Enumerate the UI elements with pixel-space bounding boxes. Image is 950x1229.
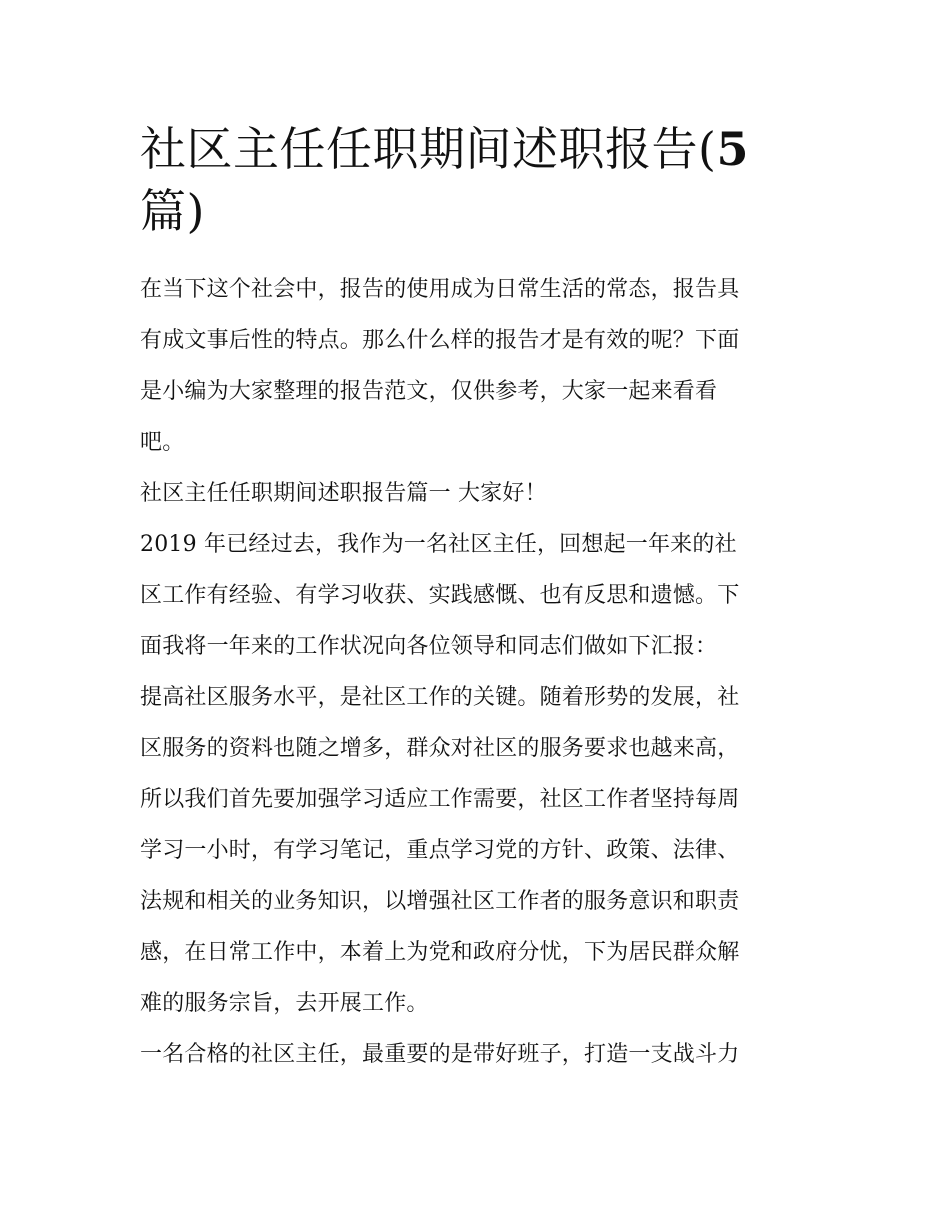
- document-content: [140, 118, 812, 1080]
- intro-line-1: 在当下这个社会中，报告的使用成为日常生活的常态，报告具: [140, 277, 740, 302]
- paragraph-2-line-3: 所以我们首先要加强学习适应工作需要，社区工作者坚持每周: [140, 787, 740, 812]
- paragraph-2-line-6: 感，在日常工作中，本着上为党和政府分忧，下为居民群众解: [140, 940, 740, 965]
- intro-line-2: 有成文事后性的特点。那么什么样的报告才是有效的呢？下面: [140, 328, 740, 353]
- paragraph-2-line-4: 学习一小时，有学习笔记，重点学习党的方针、政策、法律、: [140, 838, 740, 863]
- title-end: 篇): [140, 184, 205, 238]
- title-main: 社区主任任职期间述职报告(: [140, 122, 717, 176]
- paragraph-1-line-3: 面我将一年来的工作状况向各位领导和同志们做如下汇报：: [140, 634, 718, 659]
- paragraph-2-line-5: 法规和相关的业务知识，以增强社区工作者的服务意识和职责: [140, 889, 740, 914]
- intro-line-3: 是小编为大家整理的报告范文，仅供参考，大家一起来看看: [140, 379, 718, 404]
- paragraph-2-line-7: 难的服务宗旨，去开展工作。: [140, 991, 429, 1016]
- section-heading-line: 社区主任任职期间述职报告篇一 大家好！: [140, 481, 547, 506]
- intro-line-4: 吧。: [140, 430, 185, 455]
- paragraph-2-line-2: 区服务的资料也随之增多，群众对社区的服务要求也越来高，: [140, 736, 740, 761]
- paragraph-1-line-2: 区工作有经验、有学习收获、实践感慨、也有反思和遗憾。下: [140, 583, 740, 608]
- paragraph-3-line-1: 一名合格的社区主任，最重要的是带好班子，打造一支战斗力: [140, 1042, 740, 1067]
- paragraph-2-line-1: 提高社区服务水平，是社区工作的关键。随着形势的发展，社: [140, 685, 740, 710]
- paragraph-1-line-1: 2019 年已经过去，我作为一名社区主任，回想起一年来的社: [140, 532, 737, 557]
- document-title: [140, 118, 812, 242]
- title-count: 5: [716, 122, 749, 176]
